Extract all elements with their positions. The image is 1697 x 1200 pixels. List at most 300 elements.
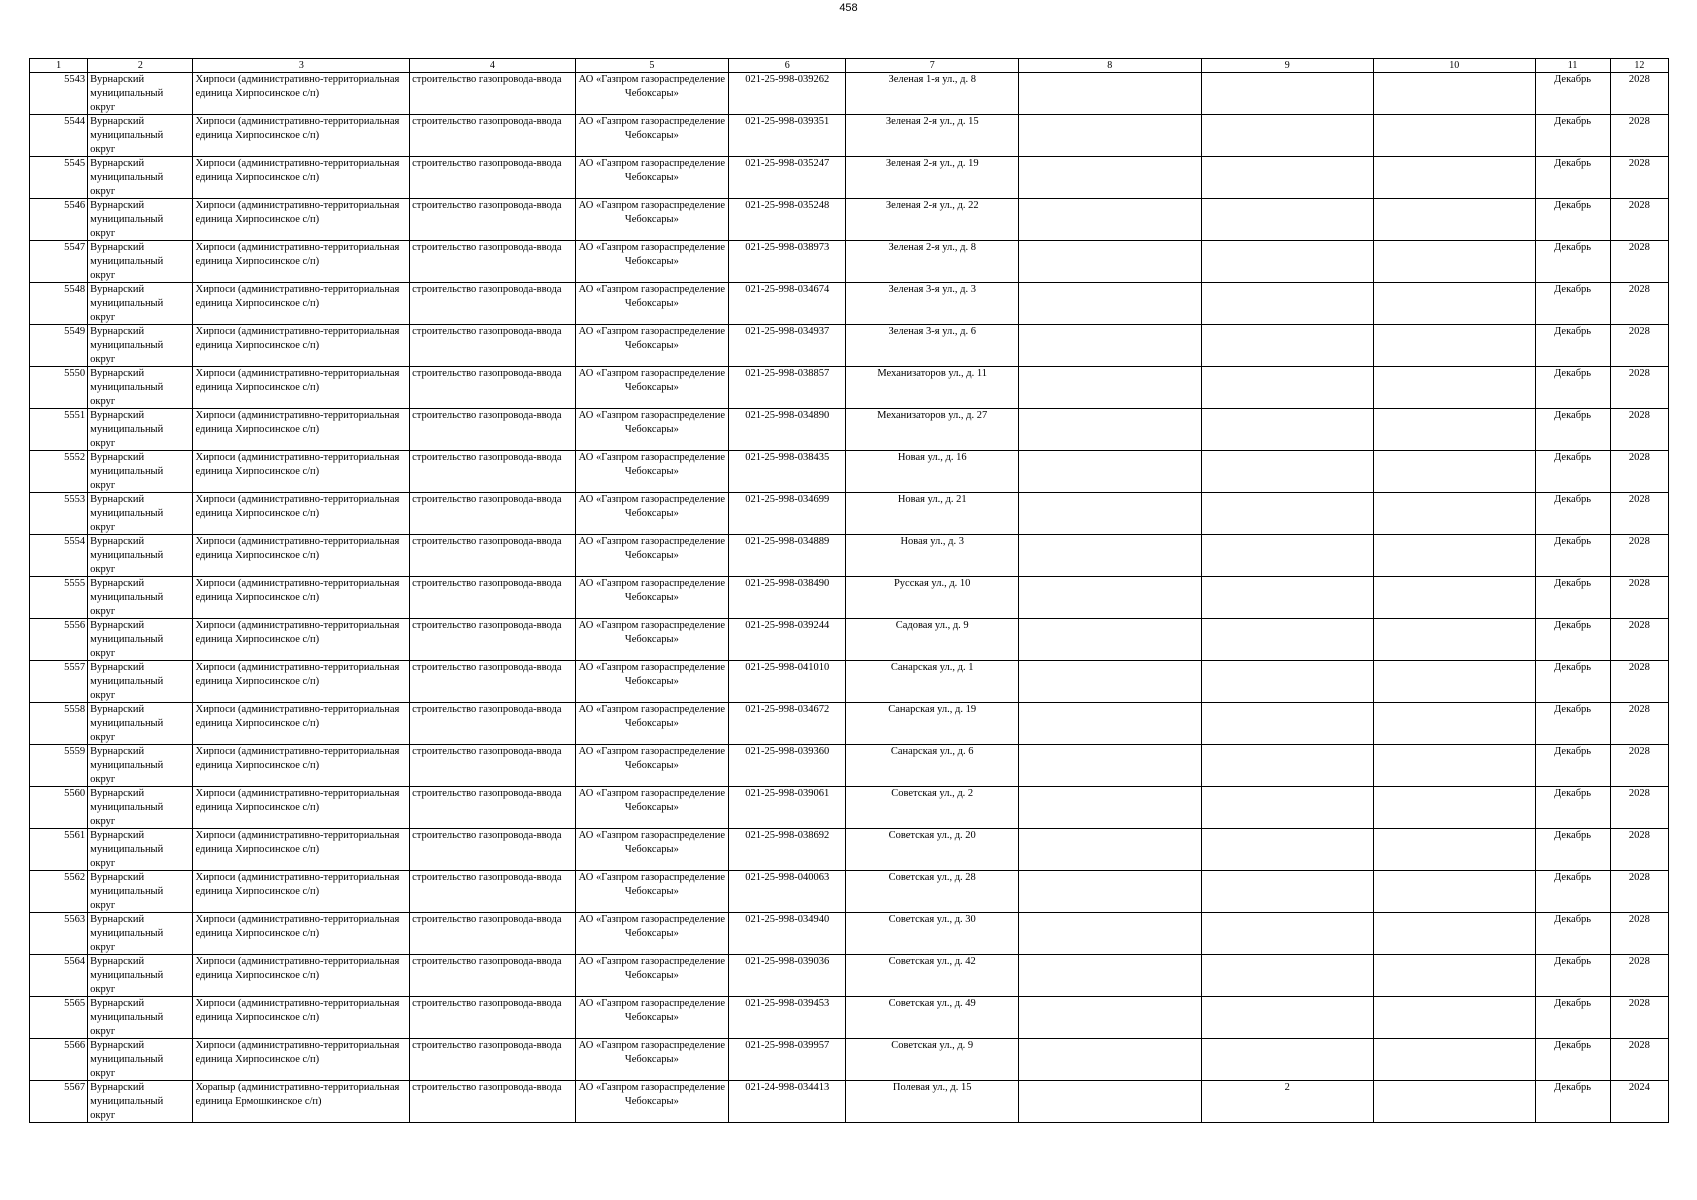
row-number-cell <box>30 73 88 115</box>
municipality-text: Вурнарский муниципальный округ <box>90 662 164 701</box>
work-type-cell <box>410 703 576 745</box>
column-8-cell <box>1018 997 1201 1039</box>
column-header: 5 <box>575 59 728 73</box>
settlement-text: Хирпоси (административно-территориальная единица Хирпосинское с/п) <box>195 788 400 813</box>
month-text: Декабрь <box>1554 452 1592 463</box>
column-9-cell <box>1201 241 1374 283</box>
work-type-text: строительство газопровода-ввода <box>412 662 562 673</box>
municipality-text: Вурнарский муниципальный округ <box>90 998 164 1037</box>
column-9-cell <box>1201 829 1374 871</box>
year-cell <box>1610 493 1668 535</box>
settlement-cell <box>193 115 410 157</box>
column-header: 2 <box>88 59 193 73</box>
address-cell <box>846 787 1019 829</box>
year-cell <box>1610 745 1668 787</box>
settlement-text: Хирпоси (административно-территориальная единица Хирпосинское с/п) <box>195 956 400 981</box>
row-number-text: 5546 <box>64 200 86 211</box>
column-8-cell <box>1018 451 1201 493</box>
municipality-text: Вурнарский муниципальный округ <box>90 1040 164 1079</box>
column-9-cell <box>1201 157 1374 199</box>
table-row <box>30 1039 1669 1081</box>
year-text: 2028 <box>1628 536 1650 547</box>
column-10-cell <box>1374 1039 1535 1081</box>
table-row <box>30 913 1669 955</box>
month-cell <box>1535 577 1610 619</box>
work-type-text: строительство газопровода-ввода <box>412 788 562 799</box>
row-number-cell <box>30 871 88 913</box>
month-text: Декабрь <box>1554 578 1592 589</box>
column-8-cell <box>1018 73 1201 115</box>
table-row <box>30 367 1669 409</box>
column-10-cell <box>1374 661 1535 703</box>
municipality-text: Вурнарский муниципальный округ <box>90 326 164 365</box>
work-type-cell <box>410 325 576 367</box>
table-row <box>30 241 1669 283</box>
year-cell <box>1610 955 1668 997</box>
year-cell <box>1610 73 1668 115</box>
organization-text: АО «Газпром газораспределение Чебоксары» <box>578 74 726 99</box>
settlement-text: Хирпоси (административно-территориальная единица Хирпосинское с/п) <box>195 368 400 393</box>
row-number-text: 5561 <box>64 830 86 841</box>
row-number-text: 5548 <box>64 284 86 295</box>
settlement-cell <box>193 661 410 703</box>
address-text: Советская ул., д. 49 <box>888 998 976 1009</box>
column-9-cell <box>1201 1039 1374 1081</box>
year-cell <box>1610 997 1668 1039</box>
month-text: Декабрь <box>1554 914 1592 925</box>
table-row <box>30 955 1669 997</box>
column-9-cell <box>1201 577 1374 619</box>
column-9-cell <box>1201 493 1374 535</box>
municipality-text: Вурнарский муниципальный округ <box>90 158 164 197</box>
address-cell <box>846 115 1019 157</box>
year-cell <box>1610 115 1668 157</box>
month-cell <box>1535 871 1610 913</box>
column-header: 8 <box>1018 59 1201 73</box>
month-text: Декабрь <box>1554 242 1592 253</box>
work-type-text: строительство газопровода-ввода <box>412 1082 562 1093</box>
municipality-cell <box>88 409 193 451</box>
municipality-cell <box>88 367 193 409</box>
organization-text: АО «Газпром газораспределение Чебоксары» <box>578 830 726 855</box>
year-text: 2024 <box>1628 1082 1650 1093</box>
month-cell <box>1535 199 1610 241</box>
settlement-cell <box>193 409 410 451</box>
row-number-cell <box>30 241 88 283</box>
organization-cell <box>575 157 728 199</box>
work-type-cell <box>410 997 576 1039</box>
settlement-cell <box>193 493 410 535</box>
row-number-cell <box>30 1039 88 1081</box>
row-number-cell <box>30 493 88 535</box>
table-row <box>30 409 1669 451</box>
work-type-text: строительство газопровода-ввода <box>412 914 562 925</box>
row-number-cell <box>30 913 88 955</box>
year-text: 2028 <box>1628 704 1650 715</box>
row-number-text: 5567 <box>64 1082 86 1093</box>
month-text: Декабрь <box>1554 494 1592 505</box>
work-type-text: строительство газопровода-ввода <box>412 200 562 211</box>
municipality-text: Вурнарский муниципальный округ <box>90 704 164 743</box>
work-type-cell <box>410 661 576 703</box>
month-cell <box>1535 409 1610 451</box>
year-cell <box>1610 451 1668 493</box>
month-text: Декабрь <box>1554 1040 1592 1051</box>
column-8-cell <box>1018 115 1201 157</box>
column-9-cell <box>1201 619 1374 661</box>
month-text: Декабрь <box>1554 284 1592 295</box>
row-number-cell <box>30 661 88 703</box>
month-cell <box>1535 241 1610 283</box>
row-number-cell <box>30 199 88 241</box>
year-text: 2028 <box>1628 914 1650 925</box>
year-cell <box>1610 367 1668 409</box>
year-text: 2028 <box>1628 284 1650 295</box>
organization-text: АО «Газпром газораспределение Чебоксары» <box>578 326 726 351</box>
object-code-cell <box>729 955 846 997</box>
organization-cell <box>575 1081 728 1123</box>
work-type-cell <box>410 829 576 871</box>
column-10-cell <box>1374 703 1535 745</box>
column-10-cell <box>1374 619 1535 661</box>
municipality-cell <box>88 787 193 829</box>
year-text: 2028 <box>1628 368 1650 379</box>
municipality-cell <box>88 1081 193 1123</box>
address-cell <box>846 535 1019 577</box>
work-type-cell <box>410 493 576 535</box>
address-cell <box>846 871 1019 913</box>
object-code-text: 021-25-998-034940 <box>745 914 830 925</box>
row-number-text: 5554 <box>64 536 86 547</box>
settlement-text: Хирпоси (административно-территориальная единица Хирпосинское с/п) <box>195 914 400 939</box>
settlement-text: Хирпоси (административно-территориальная единица Хирпосинское с/п) <box>195 830 400 855</box>
column-8-cell <box>1018 955 1201 997</box>
work-type-text: строительство газопровода-ввода <box>412 410 562 421</box>
column-header: 9 <box>1201 59 1374 73</box>
column-8-cell <box>1018 1081 1201 1123</box>
row-number-cell <box>30 703 88 745</box>
work-type-cell <box>410 241 576 283</box>
address-cell <box>846 619 1019 661</box>
row-number-text: 5551 <box>64 410 86 421</box>
work-type-text: строительство газопровода-ввода <box>412 830 562 841</box>
settlement-cell <box>193 535 410 577</box>
work-type-text: строительство газопровода-ввода <box>412 452 562 463</box>
row-number-cell <box>30 787 88 829</box>
object-code-text: 021-25-998-034672 <box>745 704 830 715</box>
year-text: 2028 <box>1628 452 1650 463</box>
month-cell <box>1535 535 1610 577</box>
table-row <box>30 157 1669 199</box>
month-cell <box>1535 745 1610 787</box>
municipality-cell <box>88 913 193 955</box>
month-text: Декабрь <box>1554 1082 1592 1093</box>
column-8-cell <box>1018 535 1201 577</box>
organization-text: АО «Газпром газораспределение Чебоксары» <box>578 788 726 813</box>
settlement-cell <box>193 325 410 367</box>
organization-text: АО «Газпром газораспределение Чебоксары» <box>578 914 726 939</box>
column-10-cell <box>1374 997 1535 1039</box>
month-text: Декабрь <box>1554 368 1592 379</box>
object-code-cell <box>729 913 846 955</box>
column-8-cell <box>1018 409 1201 451</box>
table-row <box>30 451 1669 493</box>
object-code-text: 021-25-998-039061 <box>745 788 830 799</box>
year-text: 2028 <box>1628 410 1650 421</box>
year-cell <box>1610 661 1668 703</box>
municipality-text: Вурнарский муниципальный округ <box>90 242 164 281</box>
municipality-text: Вурнарский муниципальный округ <box>90 452 164 491</box>
row-number-text: 5553 <box>64 494 86 505</box>
object-code-text: 021-25-998-039262 <box>745 74 830 85</box>
address-cell <box>846 913 1019 955</box>
month-text: Декабрь <box>1554 956 1592 967</box>
address-cell <box>846 157 1019 199</box>
object-code-text: 021-25-998-039957 <box>745 1040 830 1051</box>
row-number-cell <box>30 325 88 367</box>
year-cell <box>1610 283 1668 325</box>
municipality-text: Вурнарский муниципальный округ <box>90 494 164 533</box>
organization-cell <box>575 325 728 367</box>
row-number-text: 5550 <box>64 368 86 379</box>
table-row <box>30 493 1669 535</box>
organization-text: АО «Газпром газораспределение Чебоксары» <box>578 1082 726 1107</box>
year-cell <box>1610 241 1668 283</box>
address-text: Механизаторов ул., д. 11 <box>877 368 988 379</box>
settlement-text: Хирпоси (административно-территориальная единица Хирпосинское с/п) <box>195 662 400 687</box>
year-text: 2028 <box>1628 872 1650 883</box>
organization-text: АО «Газпром газораспределение Чебоксары» <box>578 200 726 225</box>
municipality-cell <box>88 661 193 703</box>
settlement-cell <box>193 367 410 409</box>
work-type-text: строительство газопровода-ввода <box>412 368 562 379</box>
table-row <box>30 1081 1669 1123</box>
month-text: Декабрь <box>1554 704 1592 715</box>
settlement-cell <box>193 283 410 325</box>
organization-text: АО «Газпром газораспределение Чебоксары» <box>578 1040 726 1065</box>
address-text: Зеленая 1-я ул., д. 8 <box>888 74 976 85</box>
row-number-text: 5559 <box>64 746 86 757</box>
column-10-cell <box>1374 829 1535 871</box>
row-number-cell <box>30 619 88 661</box>
settlement-text: Хирпоси (административно-территориальная единица Хирпосинское с/п) <box>195 284 400 309</box>
work-type-text: строительство газопровода-ввода <box>412 956 562 967</box>
address-cell <box>846 241 1019 283</box>
municipality-cell <box>88 115 193 157</box>
settlement-text: Хирпоси (административно-территориальная единица Хирпосинское с/п) <box>195 158 400 183</box>
column-10-cell <box>1374 1081 1535 1123</box>
municipality-cell <box>88 73 193 115</box>
organization-text: АО «Газпром газораспределение Чебоксары» <box>578 956 726 981</box>
work-type-cell <box>410 409 576 451</box>
month-cell <box>1535 913 1610 955</box>
organization-text: АО «Газпром газораспределение Чебоксары» <box>578 284 726 309</box>
column-8-cell <box>1018 871 1201 913</box>
column-9-cell <box>1201 913 1374 955</box>
table-row <box>30 325 1669 367</box>
column-9-cell <box>1201 409 1374 451</box>
month-cell <box>1535 955 1610 997</box>
table-row <box>30 829 1669 871</box>
organization-text: АО «Газпром газораспределение Чебоксары» <box>578 536 726 561</box>
year-text: 2028 <box>1628 620 1650 631</box>
municipality-text: Вурнарский муниципальный округ <box>90 746 164 785</box>
table-row <box>30 619 1669 661</box>
municipality-cell <box>88 451 193 493</box>
address-text: Русская ул., д. 10 <box>893 578 971 589</box>
settlement-cell <box>193 871 410 913</box>
municipality-text: Вурнарский муниципальный округ <box>90 872 164 911</box>
organization-cell <box>575 1039 728 1081</box>
month-text: Декабрь <box>1554 326 1592 337</box>
month-text: Декабрь <box>1554 410 1592 421</box>
work-type-cell <box>410 73 576 115</box>
column-8-cell <box>1018 283 1201 325</box>
settlement-text: Хирпоси (административно-территориальная единица Хирпосинское с/п) <box>195 1040 400 1065</box>
year-text: 2028 <box>1628 956 1650 967</box>
year-text: 2028 <box>1628 746 1650 757</box>
column-8-cell <box>1018 619 1201 661</box>
organization-cell <box>575 829 728 871</box>
column-header: 7 <box>846 59 1019 73</box>
column-header: 12 <box>1610 59 1668 73</box>
address-cell <box>846 997 1019 1039</box>
year-text: 2028 <box>1628 788 1650 799</box>
municipality-text: Вурнарский муниципальный округ <box>90 536 164 575</box>
month-cell <box>1535 829 1610 871</box>
settlement-cell <box>193 451 410 493</box>
object-code-cell <box>729 409 846 451</box>
municipality-cell <box>88 997 193 1039</box>
month-cell <box>1535 157 1610 199</box>
table-header <box>30 59 1669 73</box>
municipality-text: Вурнарский муниципальный округ <box>90 788 164 827</box>
settlement-text: Хирпоси (административно-территориальная единица Хирпосинское с/п) <box>195 494 400 519</box>
organization-cell <box>575 661 728 703</box>
object-code-text: 021-25-998-038692 <box>745 830 830 841</box>
settlement-text: Хирпоси (административно-территориальная единица Хирпосинское с/п) <box>195 872 400 897</box>
column-header: 3 <box>193 59 410 73</box>
work-type-cell <box>410 283 576 325</box>
address-cell <box>846 1081 1019 1123</box>
object-code-text: 021-25-998-039036 <box>745 956 830 967</box>
municipality-text: Вурнарский муниципальный округ <box>90 116 164 155</box>
settlement-text: Хирпоси (административно-территориальная единица Хирпосинское с/п) <box>195 326 400 351</box>
row-number-cell <box>30 367 88 409</box>
object-code-text: 021-25-998-038973 <box>745 242 830 253</box>
organization-cell <box>575 493 728 535</box>
settlement-text: Хирпоси (административно-территориальная единица Хирпосинское с/п) <box>195 578 400 603</box>
row-number-cell <box>30 745 88 787</box>
object-code-text: 021-25-998-034937 <box>745 326 830 337</box>
settlement-cell <box>193 703 410 745</box>
organization-cell <box>575 787 728 829</box>
settlement-cell <box>193 241 410 283</box>
month-text: Декабрь <box>1554 200 1592 211</box>
column-8-cell <box>1018 829 1201 871</box>
work-type-text: строительство газопровода-ввода <box>412 158 562 169</box>
settlement-text: Хирпоси (административно-территориальная единица Хирпосинское с/п) <box>195 200 400 225</box>
work-type-cell <box>410 157 576 199</box>
object-code-cell <box>729 661 846 703</box>
column-10-cell <box>1374 409 1535 451</box>
column-header: 4 <box>410 59 576 73</box>
year-cell <box>1610 157 1668 199</box>
address-text: Советская ул., д. 42 <box>888 956 976 967</box>
column-10-cell <box>1374 787 1535 829</box>
month-cell <box>1535 73 1610 115</box>
municipality-cell <box>88 493 193 535</box>
column-9-cell <box>1201 871 1374 913</box>
work-type-cell <box>410 913 576 955</box>
address-text: Санарская ул., д. 1 <box>890 662 974 673</box>
column-9-cell <box>1201 535 1374 577</box>
object-code-cell <box>729 787 846 829</box>
address-text: Садовая ул., д. 9 <box>895 620 969 631</box>
object-code-cell <box>729 199 846 241</box>
column-10-cell <box>1374 493 1535 535</box>
organization-text: АО «Газпром газораспределение Чебоксары» <box>578 620 726 645</box>
organization-text: АО «Газпром газораспределение Чебоксары» <box>578 746 726 771</box>
municipality-cell <box>88 871 193 913</box>
object-code-cell <box>729 367 846 409</box>
month-text: Декабрь <box>1554 830 1592 841</box>
settlement-cell <box>193 997 410 1039</box>
address-cell <box>846 73 1019 115</box>
month-cell <box>1535 325 1610 367</box>
row-number-cell <box>30 997 88 1039</box>
table-row <box>30 703 1669 745</box>
object-code-text: 021-25-998-039244 <box>745 620 830 631</box>
address-text: Советская ул., д. 30 <box>888 914 976 925</box>
row-number-text: 5543 <box>64 74 86 85</box>
row-number-text: 5566 <box>64 1040 86 1051</box>
object-code-cell <box>729 829 846 871</box>
month-text: Декабрь <box>1554 872 1592 883</box>
address-text: Зеленая 3-я ул., д. 6 <box>888 326 976 337</box>
column-10-cell <box>1374 745 1535 787</box>
work-type-cell <box>410 787 576 829</box>
month-text: Декабрь <box>1554 746 1592 757</box>
municipality-cell <box>88 829 193 871</box>
object-code-cell <box>729 73 846 115</box>
address-cell <box>846 493 1019 535</box>
row-number-cell <box>30 829 88 871</box>
organization-text: АО «Газпром газораспределение Чебоксары» <box>578 368 726 393</box>
organization-text: АО «Газпром газораспределение Чебоксары» <box>578 998 726 1023</box>
column-10-cell <box>1374 157 1535 199</box>
address-cell <box>846 409 1019 451</box>
year-text: 2028 <box>1628 200 1650 211</box>
column-9-cell <box>1201 199 1374 241</box>
settlement-text: Хирпоси (административно-территориальная единица Хирпосинское с/п) <box>195 536 400 561</box>
column-10-cell <box>1374 451 1535 493</box>
organization-cell <box>575 997 728 1039</box>
object-code-cell <box>729 115 846 157</box>
address-text: Новая ул., д. 21 <box>897 494 967 505</box>
organization-cell <box>575 535 728 577</box>
organization-text: АО «Газпром газораспределение Чебоксары» <box>578 410 726 435</box>
work-type-text: строительство газопровода-ввода <box>412 620 562 631</box>
work-type-cell <box>410 535 576 577</box>
object-code-text: 021-25-998-039360 <box>745 746 830 757</box>
column-8-cell <box>1018 325 1201 367</box>
month-cell <box>1535 1039 1610 1081</box>
year-text: 2028 <box>1628 662 1650 673</box>
work-type-text: строительство газопровода-ввода <box>412 872 562 883</box>
table-body <box>30 73 1669 1123</box>
column-9-cell <box>1201 367 1374 409</box>
